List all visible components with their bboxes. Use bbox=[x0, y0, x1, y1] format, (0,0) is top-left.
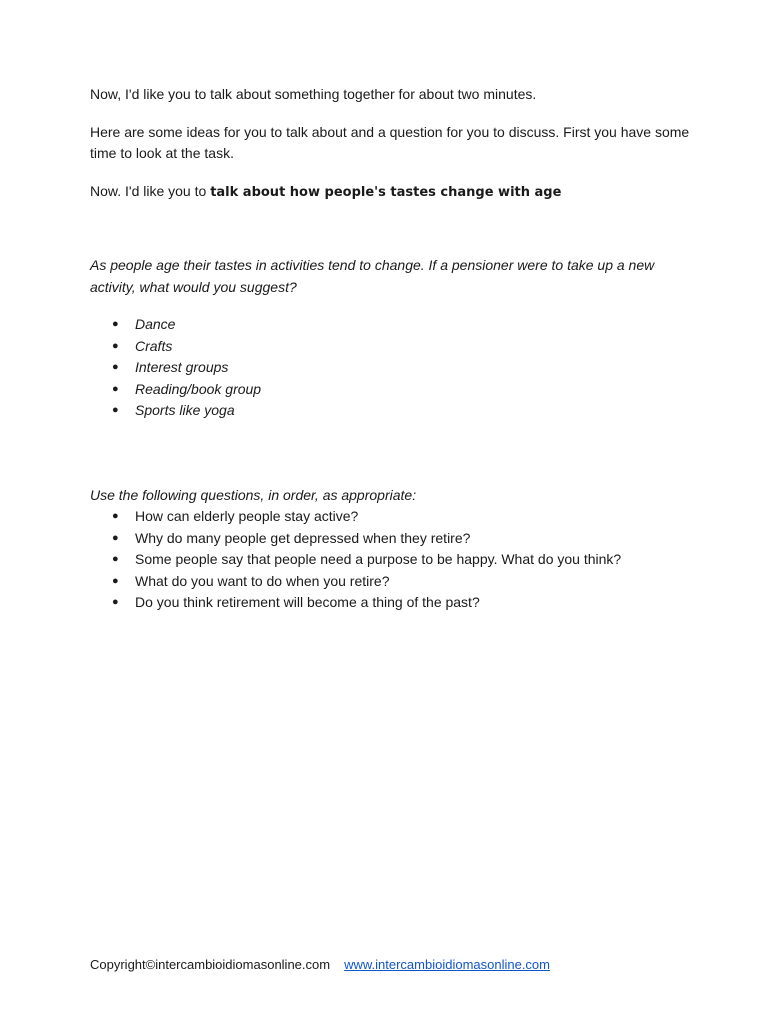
questions-list bbox=[90, 506, 690, 614]
bullet-icon: ● bbox=[112, 404, 119, 416]
list-item bbox=[90, 506, 690, 528]
task-topic: talk about how people's tastes change with age bbox=[210, 184, 562, 200]
list-item bbox=[90, 379, 690, 401]
bullet-icon: ● bbox=[112, 596, 119, 608]
bullet-icon: ● bbox=[112, 531, 119, 544]
document-body bbox=[90, 84, 690, 614]
ideas-list bbox=[90, 314, 690, 422]
bullet-icon: ● bbox=[112, 361, 119, 373]
page-footer bbox=[90, 955, 550, 975]
idea-text: Reading/book group bbox=[135, 380, 262, 397]
list-item bbox=[90, 528, 690, 550]
question-text: What do you want to do when you retire? bbox=[135, 572, 390, 589]
list-item bbox=[90, 592, 690, 614]
scenario-paragraph: As people age their tastes in activities tend to change. If a pensioner were to take up a new activity, what would you suggest? bbox=[90, 257, 655, 295]
bullet-icon: ● bbox=[112, 553, 119, 565]
task-prefix: Now. I'd like you to bbox=[90, 182, 211, 199]
question-text: How can elderly people stay active? bbox=[135, 508, 359, 524]
idea-text: Sports like yoga bbox=[135, 402, 235, 418]
question-text: Why do many people get depressed when they retire? bbox=[135, 529, 471, 546]
bullet-icon: ● bbox=[112, 339, 119, 352]
idea-text: Crafts bbox=[135, 337, 173, 354]
task-paragraph bbox=[90, 181, 690, 204]
question-text: Some people say that people need a purpose to be happy. What do you think? bbox=[135, 551, 622, 567]
bullet-icon: ● bbox=[112, 574, 119, 587]
list-item bbox=[90, 357, 690, 379]
questions-heading: Use the following questions, in order, as appropriate: bbox=[90, 486, 417, 503]
question-text: Do you think retirement will become a thing of the past? bbox=[135, 594, 480, 610]
bullet-icon: ● bbox=[112, 318, 119, 330]
copyright-text: Copyright©intercambioidiomasonline.com bbox=[90, 957, 331, 972]
bullet-icon: ● bbox=[112, 382, 119, 395]
idea-text: Interest groups bbox=[135, 359, 229, 375]
list-item bbox=[90, 549, 690, 571]
instructions-paragraph: Here are some ideas for you to talk about and a question for you to discuss. First you have some time to look at the task. bbox=[90, 123, 690, 161]
intro-paragraph: Now, I'd like you to talk about something together for about two minutes. bbox=[90, 86, 537, 102]
list-item bbox=[90, 400, 690, 422]
list-item bbox=[90, 336, 690, 358]
list-item bbox=[90, 571, 690, 593]
website-link[interactable]: www.intercambioidiomasonline.com bbox=[344, 957, 550, 972]
list-item bbox=[90, 314, 690, 336]
bullet-icon: ● bbox=[112, 510, 119, 522]
idea-text: Dance bbox=[135, 316, 176, 332]
